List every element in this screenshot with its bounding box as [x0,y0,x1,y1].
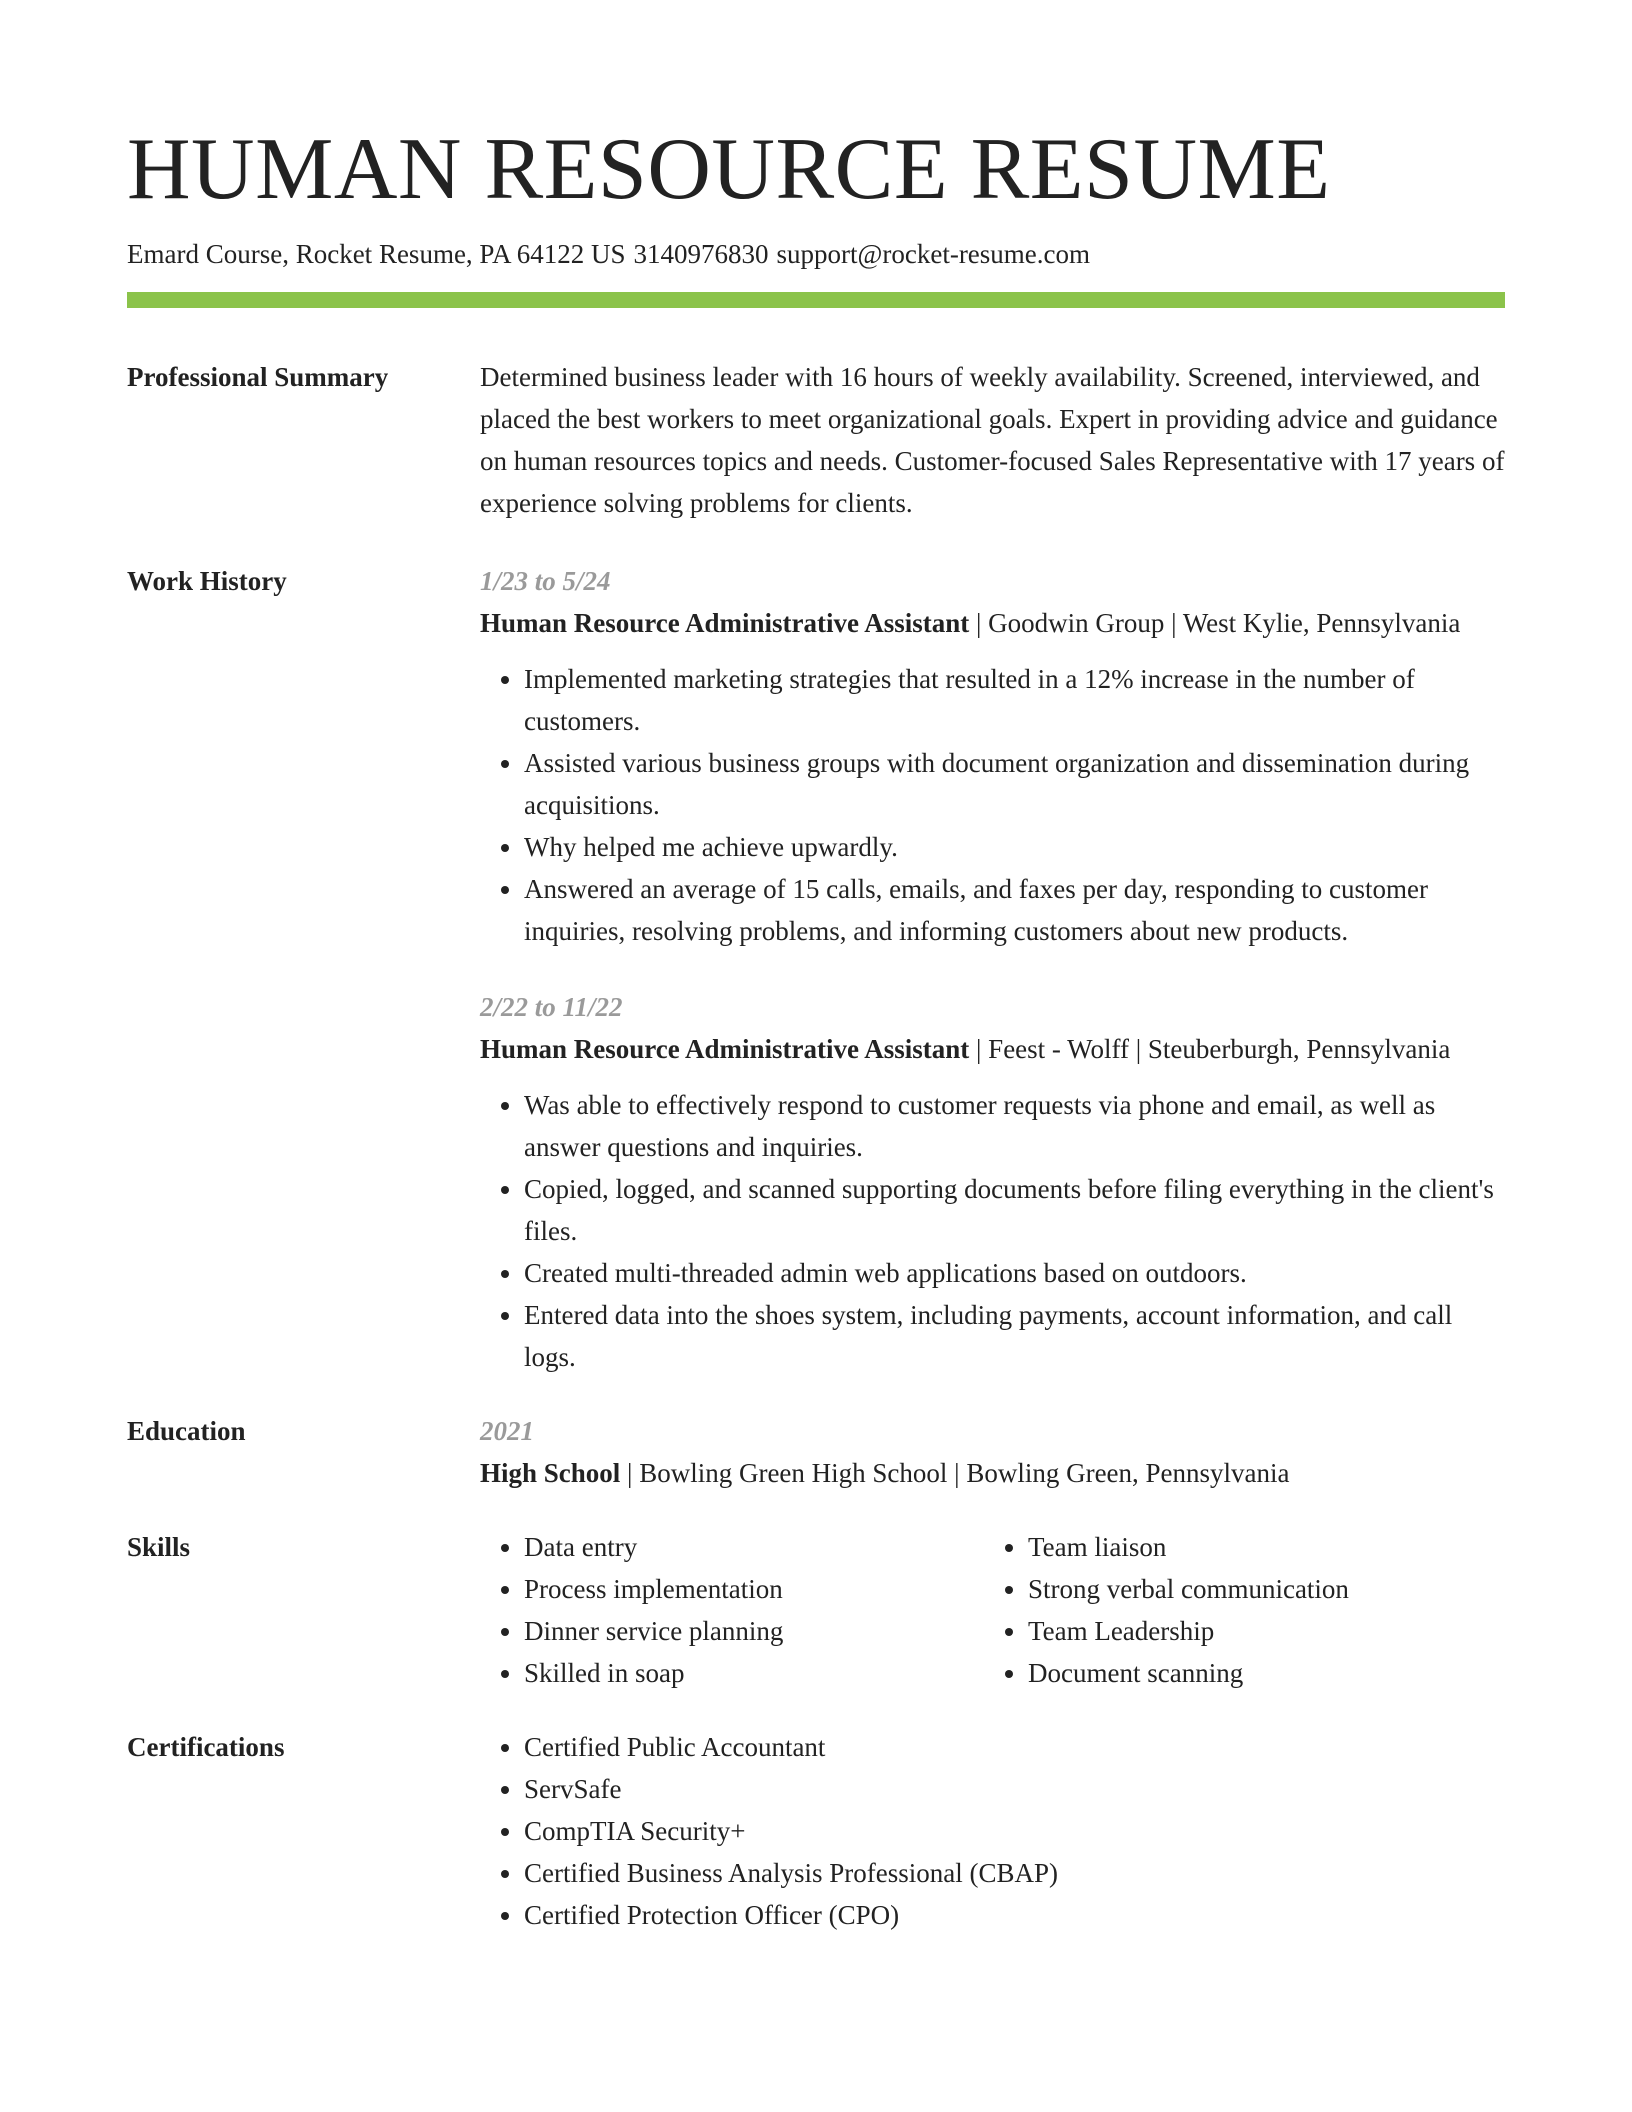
education-year: 2021 [480,1416,534,1446]
skills-grid [480,1526,1505,1694]
certification-item: • Certified Protection Officer (CPO) [524,1894,1505,1936]
job-details: | Goodwin Group | West Kylie, Pennsylvania [969,608,1461,638]
job-details: | Feest - Wolff | Steuberburgh, Pennsylvania [969,1034,1451,1064]
resume-title: HUMAN RESOURCE RESUME [127,121,1331,218]
job-bullet: • Copied, logged, and scanned supporting documents before filing everything in the client's files. [524,1168,1505,1252]
summary-text: Determined business leader with 16 hours of weekly availability. Screened, interviewed, and placed the best workers to meet organizational goals. Expert in providing advice and guidance on human resources topics and needs. Customer-focused Sales Representative with 17 years of experience solving problems for clients. [480,362,1505,518]
contact-phone: 3140976830 [633,239,769,269]
job-title: Human Resource Administrative Assistant [480,608,970,638]
skills-list [984,1526,1488,1694]
work-history-entries [480,560,1505,1378]
job-bullet: • Assisted various business groups with document organization and dissemination during acquisitions. [524,742,1505,826]
job-dates: 1/23 to 5/24 [480,566,611,596]
certification-item: • CompTIA Security+ [524,1810,1505,1852]
contact-email: support@rocket-resume.com [776,239,1091,269]
skills-column-right [984,1526,1488,1694]
job-bullets [480,1084,1505,1378]
job-bullet: • Entered data into the shoes system, including payments, account information, and call logs. [524,1294,1505,1378]
certifications-heading: Certifications [127,1732,285,1762]
skill-item: • Document scanning [1028,1652,1488,1694]
job-bullet: • Why helped me achieve upwardly. [524,826,1505,868]
certifications-section [127,1726,1505,1936]
job-bullet: • Implemented marketing strategies that resulted in a 12% increase in the number of customers. [524,658,1505,742]
job-heading [480,602,1505,644]
certification-item: • Certified Public Accountant [524,1726,1505,1768]
skills-section [127,1526,1505,1694]
skill-item: • Skilled in soap [524,1652,984,1694]
job-bullet: • Answered an average of 15 calls, emails, and faxes per day, responding to customer inquiries, resolving problems, and informing customers about new products. [524,868,1505,952]
skill-item: • Data entry [524,1526,984,1568]
job-heading [480,1028,1505,1070]
skill-item: • Team Leadership [1028,1610,1488,1652]
skills-column-left [480,1526,984,1694]
skill-item: • Team liaison [1028,1526,1488,1568]
skill-item: • Strong verbal communication [1028,1568,1488,1610]
education-section [127,1410,1505,1494]
certification-item: • ServSafe [524,1768,1505,1810]
job-title: Human Resource Administrative Assistant [480,1034,970,1064]
summary-heading: Professional Summary [127,362,389,392]
contact-line [127,236,1505,272]
education-heading: Education [127,1416,246,1446]
work-history-section [127,560,1505,1378]
job-bullet: • Was able to effectively respond to customer requests via phone and email, as well as answer questions and inquiries. [524,1084,1505,1168]
accent-divider [127,292,1505,308]
certification-item: • Certified Business Analysis Professional (CBAP) [524,1852,1505,1894]
education-details: | Bowling Green High School | Bowling Green, Pennsylvania [620,1458,1290,1488]
skills-list [480,1526,984,1694]
summary-section [127,356,1505,524]
work-history-heading: Work History [127,566,287,596]
education-entry [480,1410,1505,1494]
certifications-list [480,1726,1505,1936]
skills-heading: Skills [127,1532,191,1562]
contact-address: Emard Course, Rocket Resume, PA 64122 US [127,239,626,269]
education-heading-line [480,1452,1505,1494]
resume-page [127,118,1505,1936]
certifications-body [480,1726,1505,1936]
skill-item: • Process implementation [524,1568,984,1610]
job-bullet: • Created multi-threaded admin web applications based on outdoors. [524,1252,1505,1294]
education-degree: High School [480,1458,621,1488]
job-entry [480,986,1505,1378]
skill-item: • Dinner service planning [524,1610,984,1652]
job-entry [480,560,1505,952]
job-dates: 2/22 to 11/22 [480,992,623,1022]
job-bullets [480,658,1505,952]
